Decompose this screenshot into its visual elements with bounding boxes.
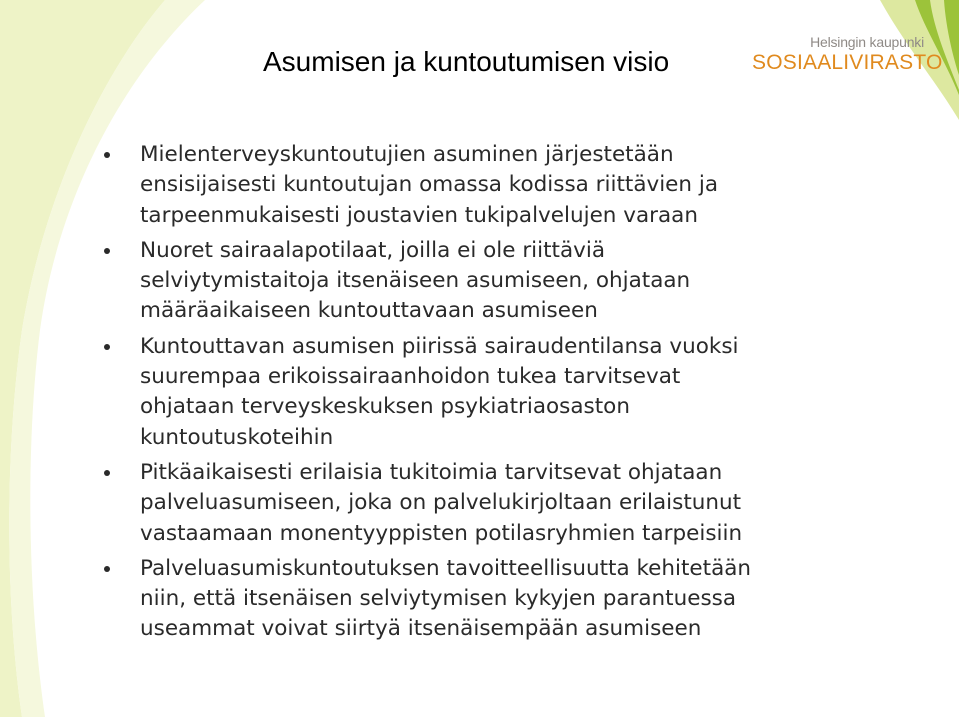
slide-title: Asumisen ja kuntoutumisen visio xyxy=(263,46,670,77)
logo xyxy=(752,34,943,82)
bullet-list xyxy=(100,140,880,650)
bullet-line: määräaikaiseen kuntouttavaan asumiseen xyxy=(140,298,598,324)
bullet-line: tarpeenmukaisesti joustavien tukipalvelujen varaan xyxy=(140,202,698,228)
bullet-item xyxy=(100,554,880,645)
logo-department-name: SOSIAALIVIRASTO xyxy=(752,51,943,74)
bullet-dot-icon xyxy=(104,248,110,254)
bullet-line: Pitkäaikaisesti erilaisia tukitoimia tarvitsevat ohjataan xyxy=(140,459,723,485)
bullet-line: Palveluasumiskuntoutuksen tavoitteellisuutta kehitetään xyxy=(140,555,752,581)
bullet-line: suurempaa erikoissairaanhoidon tukea tarvitsevat xyxy=(140,364,681,390)
bullet-line: ensisijaisesti kuntoutujan omassa kodissa riittävien ja xyxy=(140,172,719,198)
bullet-line: vastaamaan monentyyppisten potilasryhmien tarpeisiin xyxy=(140,520,743,546)
logo-city-name: Helsingin kaupunki xyxy=(810,34,924,50)
bullet-line: kuntoutuskoteihin xyxy=(140,424,334,450)
bullet-line: niin, että itsenäisen selviytymisen kykyjen parantuessa xyxy=(140,586,737,612)
bullet-line: palveluasumiseen, joka on palvelukirjoltaan erilaistunut xyxy=(140,490,742,516)
bullet-line: Nuoret sairaalapotilaat, joilla ei ole riittäviä xyxy=(140,237,606,263)
bullet-line: Kuntouttavan asumisen piirissä sairaudentilansa vuoksi xyxy=(140,333,739,359)
bullet-item xyxy=(100,332,880,453)
bullet-dot-icon xyxy=(104,344,110,350)
bullet-dot-icon xyxy=(104,470,110,476)
bullet-line: Mielenterveyskuntoutujien asuminen järjestetään xyxy=(140,142,674,167)
bullet-item xyxy=(100,140,880,231)
bullet-item xyxy=(100,236,880,327)
bullet-dot-icon xyxy=(104,566,110,572)
bullet-item xyxy=(100,458,880,549)
bullet-line: ohjataan terveyskeskuksen psykiatriaosaston xyxy=(140,394,630,420)
bullet-dot-icon xyxy=(104,152,110,158)
bullet-line: useammat voivat siirtyä itsenäisempään asumiseen xyxy=(140,616,702,642)
bullet-line: selviytymistaitoja itsenäiseen asumiseen, ohjataan xyxy=(140,268,691,294)
